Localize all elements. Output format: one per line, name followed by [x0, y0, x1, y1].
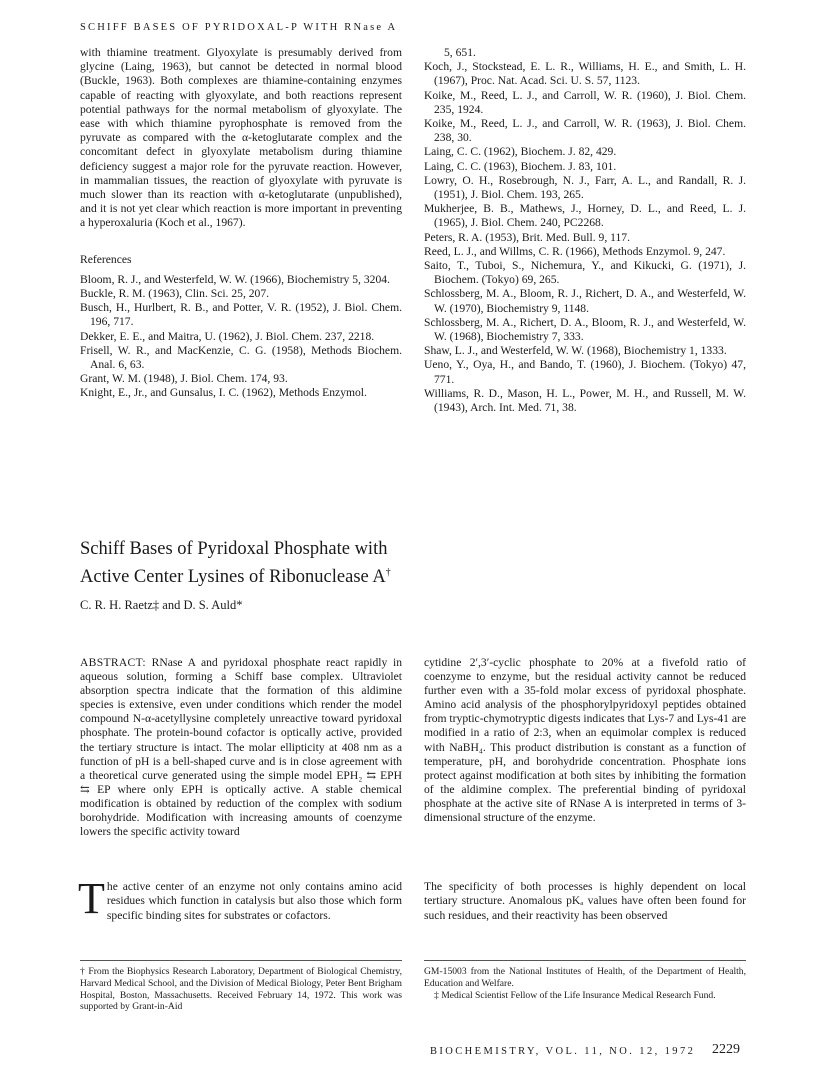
reference-item: Bloom, R. J., and Westerfeld, W. W. (1966), Biochemistry 5, 3204.: [80, 272, 390, 286]
body-text-left: he active center of an enzyme not only contains amino acid residues which function in catalysis but also those which form specific binding sites for substrates or cofactors.: [106, 880, 402, 922]
reference-item: Laing, C. C. (1962), Biochem. J. 82, 429.: [424, 145, 617, 159]
body-left: [78, 874, 402, 923]
article-title: [80, 538, 391, 589]
reference-item: Schlossberg, M. A., Richert, D. A., Bloom, R. J., and Westerfeld, W. W. (1968), Biochemistry 7, 333.: [424, 315, 746, 344]
reference-item: Peters, R. A. (1953), Brit. Med. Bull. 9, 117.: [424, 230, 630, 244]
footnote-rule-left: [80, 960, 402, 961]
closing-paragraph: with thiamine treatment. Glyoxylate is presumably derived from glycine (Laing, 1963), but cannot be detected in normal blood (Buckle, 1963). Both complexes are thiamine-containing enzymes capable of reacting with glyoxylate, and both reactions represent potential pathways for the normal metabolism of glyoxylate. The ease with which thiamine pyrophosphate is removed from the pyruvate as compared with the α-ketoglutarate complex and the concomitant defect in glyoxylate metabolism during thiamine deficiency suggest a major role for the pyruvate reaction. However, in mammalian tissues, the reaction of glyoxylate with pyruvate is much slower than its reaction with α-ketoglutarate (unpublished), and it is not yet clear which reaction is more important in preventing a hyperoxaluria (Koch et al., 1967).: [80, 46, 402, 230]
footnote-right-fellow: ‡ Medical Scientist Fellow of the Life Insurance Medical Research Fund.: [434, 989, 716, 1001]
reference-item: Reed, L. J., and Willms, C. R. (1966), Methods Enzymol. 9, 247.: [424, 244, 726, 258]
reference-item: Shaw, L. J., and Westerfeld, W. W. (1968), Biochemistry 1, 1333.: [424, 344, 727, 358]
references-list-right: [424, 46, 746, 415]
reference-item: Laing, C. C. (1963), Biochem. J. 83, 101.: [424, 159, 617, 173]
authors: C. R. H. Raetz‡ and D. S. Auld*: [80, 598, 243, 612]
reference-item: Grant, W. M. (1948), J. Biol. Chem. 174, 93.: [80, 372, 288, 386]
reference-item: Koike, M., Reed, L. J., and Carroll, W. R. (1963), J. Biol. Chem. 238, 30.: [424, 117, 746, 145]
reference-item: Saito, T., Tuboi, S., Nichemura, Y., and Kikucki, G. (1971), J. Biochem. (Tokyo) 69, 265.: [424, 259, 746, 287]
footnote-left: † From the Biophysics Research Laboratory, Department of Biological Chemistry, Harvard Medical School, and the Division of Medical Biology, Peter Bent Brigham Hospital, Boston, Massachusetts. Received February 14, 1972. This work was supported by Grant-in-Aid: [80, 966, 402, 1013]
footnote-rule-right: [424, 960, 746, 961]
reference-item: Mukherjee, B. B., Mathews, J., Horney, D. L., and Reed, L. J. (1965), J. Biol. Chem. 240, PC2268.: [424, 202, 746, 230]
abstract-right: cytidine 2′,3′-cyclic phosphate to 20% at a fivefold ratio of coenzyme to enzyme, but the residual activity cannot be reduced further even with a 35-fold molar excess of pyridoxal phosphate. Amino acid analysis of the phosphorylpyridoxyl peptides obtained from tryptic-chymotryptic digests indicates that Lys-7 and Lys-41 are modified in a ratio of 2:3, when an equimolar complex is reduced with NaBH₄. This product distribution is constant as a function of temperature, pH, and borohydride concentration. Phosphate ions protect against modification at both sites by inhibiting the formation of the aldimine complex. The preferential binding of pyridoxal phosphate at the active site of RNase A is interpreted in terms of 3-dimensional structure of the enzyme.: [424, 656, 746, 825]
footnote-right: [424, 966, 746, 1001]
reference-item: Dekker, E. E., and Maitra, U. (1962), J. Biol. Chem. 237, 2218.: [80, 329, 375, 343]
footnote-right-grant: GM-15003 from the National Institutes of Health, of the Department of Health, Education and Welfare.: [424, 966, 746, 989]
body-right: The specificity of both processes is highly dependent on local tertiary structure. Anomalous pKₐ values have often been found for such residues, and their reactivity has been observed: [424, 880, 746, 922]
reference-item: Buckle, R. M. (1963), Clin. Sci. 25, 207.: [80, 287, 270, 301]
reference-item: Knight, E., Jr., and Gunsalus, I. C. (1962), Methods Enzymol.: [80, 386, 367, 400]
journal-footer: BIOCHEMISTRY, VOL. 11, NO. 12, 1972: [430, 1046, 696, 1057]
title-footnote-mark: †: [385, 567, 391, 578]
reference-item: Williams, R. D., Mason, H. L., Power, M. H., and Russell, M. W. (1943), Arch. Int. Med. 71, 38.: [424, 386, 746, 415]
article-title-line-1: Schiff Bases of Pyridoxal Phosphate with: [80, 539, 388, 559]
reference-item: Frisell, W. R., and MacKenzie, C. G. (1958), Methods Biochem. Anal. 6, 63.: [80, 343, 402, 372]
reference-item: 5, 651.: [444, 46, 476, 59]
left-column-top: [80, 46, 402, 401]
article-title-line-2: [80, 561, 391, 589]
drop-cap: T: [78, 874, 105, 923]
reference-item: Lowry, O. H., Rosebrough, N. J., Farr, A. L., and Randall, R. J. (1951), J. Biol. Chem. 193, 265.: [424, 173, 746, 202]
references-list-left: [80, 273, 402, 401]
reference-item: Koch, J., Stockstead, E. L. R., Williams, H. E., and Smith, L. H. (1967), Proc. Nat. Acad. Sci. U. S. 57, 1123.: [424, 60, 746, 88]
page-number: 2229: [712, 1042, 740, 1057]
reference-item: Busch, H., Hurlbert, R. B., and Potter, V. R. (1952), J. Biol. Chem. 196, 717.: [80, 301, 402, 329]
reference-item: Schlossberg, M. A., Bloom, R. J., Richert, D. A., and Westerfeld, W. W. (1970), Biochemistry 9, 1148.: [424, 287, 746, 315]
reference-item: Koike, M., Reed, L. J., and Carroll, W. R. (1960), J. Biol. Chem. 235, 1924.: [424, 88, 746, 116]
abstract-label: ABSTRACT:: [80, 656, 146, 669]
references-heading: References: [80, 252, 132, 266]
running-head: SCHIFF BASES OF PYRIDOXAL-P WITH RNase A: [80, 22, 398, 33]
abstract-text-left: RNase A and pyridoxal phosphate react rapidly in aqueous solution, forming a Schiff base complex. Ultraviolet absorption spectra indicate that the formation of this aldimine species is extensive, even under conditions which render the model compound N-α-acetyllysine completely unreactive toward pyridoxal phosphate. The protein-bound cofactor is optically active, provided the tertiary structure is intact. The molar ellipticity at 408 nm as a function of pH is a bell-shaped curve and is in close agreement with a theoretical curve generated using the simple model EPH₂ ⇆ EPH ⇆ EP where only EPH is optically active. A stable chemical modification is obtained by reduction of the complex with sodium borohydride. Modification with increasing amounts of coenzyme lowers the specific activity toward: [80, 656, 402, 839]
article-title-line-2-text: Active Center Lysines of Ribonuclease A: [80, 567, 386, 588]
abstract-left: [80, 656, 402, 839]
reference-item: Ueno, Y., Oya, H., and Bando, T. (1960), J. Biochem. (Tokyo) 47, 771.: [424, 358, 746, 386]
